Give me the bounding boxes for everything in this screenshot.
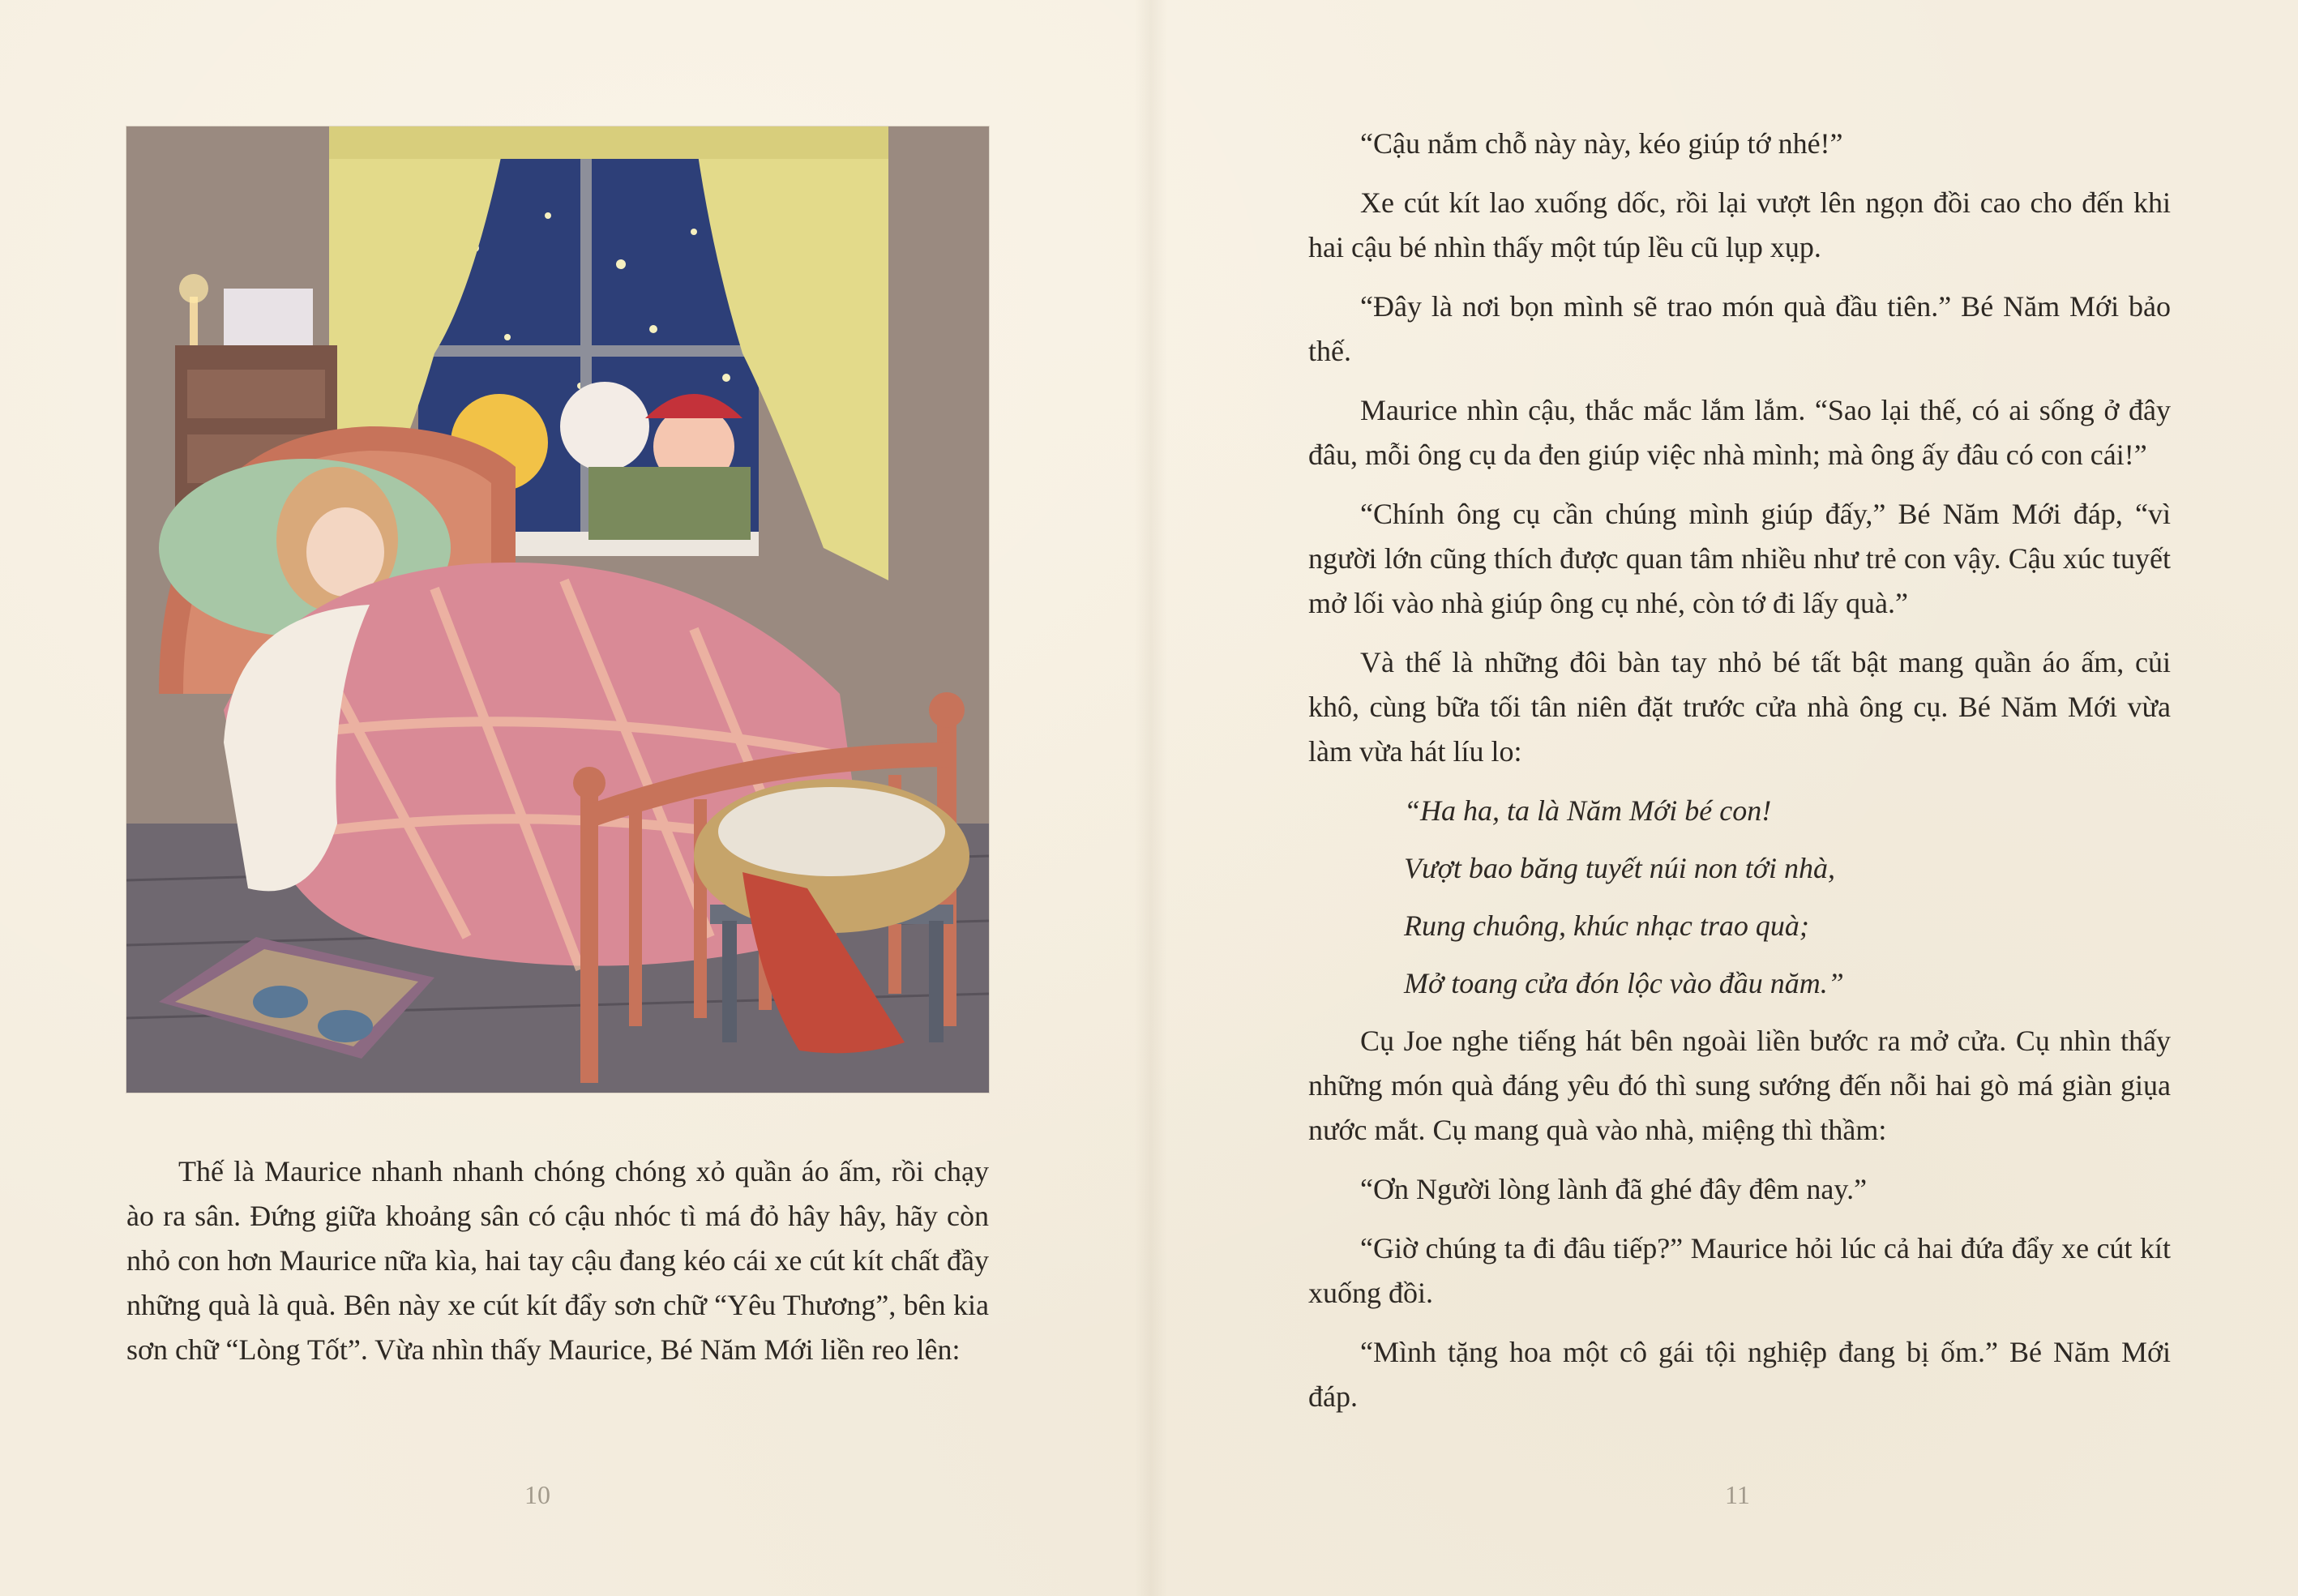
- verse-line: Mở toang cửa đón lộc vào đầu năm.”: [1404, 967, 1844, 999]
- paragraph: “Ơn Người lòng lành đã ghé đây đêm nay.”: [1360, 1173, 1868, 1205]
- paragraph: Xe cút kít lao xuống dốc, rồi lại vượt lên ngọn đồi cao cho đến khi hai cậu bé nhìn thấy một túp lều cũ lụp xụp.: [1308, 186, 2171, 263]
- verse-line: Vượt bao băng tuyết núi non tới nhà,: [1404, 852, 1836, 884]
- page-number-right: 11: [1725, 1480, 1750, 1509]
- paragraph: Cụ Joe nghe tiếng hát bên ngoài liền bước ra mở cửa. Cụ nhìn thấy những món quà đáng yêu đó thì sung sướng đến nỗi hai gò má giàn giụa nước mắt. Cụ mang quà vào nhà, miệng thì thầm:: [1308, 1025, 2171, 1146]
- left-page-text: [126, 1149, 989, 1387]
- page-number-left: 10: [524, 1480, 550, 1509]
- paragraph: “Chính ông cụ cần chúng mình giúp đấy,” Bé Năm Mới đáp, “vì người lớn cũng thích được quan tâm nhiều như trẻ con vậy. Cậu xúc tuyết mở lối vào nhà giúp ông cụ nhé, còn tớ đi lấy quà.”: [1308, 498, 2171, 619]
- paragraph: “Giờ chúng ta đi đâu tiếp?” Maurice hỏi lúc cả hai đứa đẩy xe cút kít xuống đồi.: [1308, 1232, 2171, 1309]
- paragraph: “Đây là nơi bọn mình sẽ trao món quà đầu tiên.” Bé Năm Mới bảo thế.: [1308, 290, 2171, 367]
- bedroom-illustration-drawing: [126, 126, 989, 1093]
- verse-line: Rung chuông, khúc nhạc trao quà;: [1404, 909, 1809, 942]
- bedroom-illustration: [126, 126, 989, 1093]
- paragraph: Thế là Maurice nhanh nhanh chóng chóng xỏ quần áo ấm, rồi chạy ào ra sân. Đứng giữa khoảng sân có cậu nhóc tì má đỏ hây hây, hãy còn nhỏ con hơn Maurice nữa kìa, hai tay cậu đang kéo cái xe cút kít chất đầy những quà là quà. Bên này xe cút kít đẩy sơn chữ “Yêu Thương”, bên kia sơn chữ “Lòng Tốt”. Vừa nhìn thấy Maurice, Bé Năm Mới liền reo lên:: [126, 1155, 989, 1366]
- paragraph: Maurice nhìn cậu, thắc mắc lắm lắm. “Sao lại thế, có ai sống ở đây đâu, mỗi ông cụ da đen giúp việc nhà mình; mà ông ấy đâu có con cái!”: [1308, 394, 2171, 471]
- paragraph: “Mình tặng hoa một cô gái tội nghiệp đang bị ốm.” Bé Năm Mới đáp.: [1308, 1336, 2171, 1413]
- right-page-text: [1308, 122, 2171, 1434]
- book-gutter: [1135, 0, 1167, 1596]
- paragraph: Và thế là những đôi bàn tay nhỏ bé tất bật mang quần áo ấm, củi khô, cùng bữa tối tân niên đặt trước cửa nhà ông cụ. Bé Năm Mới vừa làm vừa hát líu lo:: [1308, 646, 2171, 768]
- paragraph: “Cậu nắm chỗ này này, kéo giúp tớ nhé!”: [1360, 127, 1843, 160]
- verse-line: “Ha ha, ta là Năm Mới bé con!: [1404, 794, 1772, 827]
